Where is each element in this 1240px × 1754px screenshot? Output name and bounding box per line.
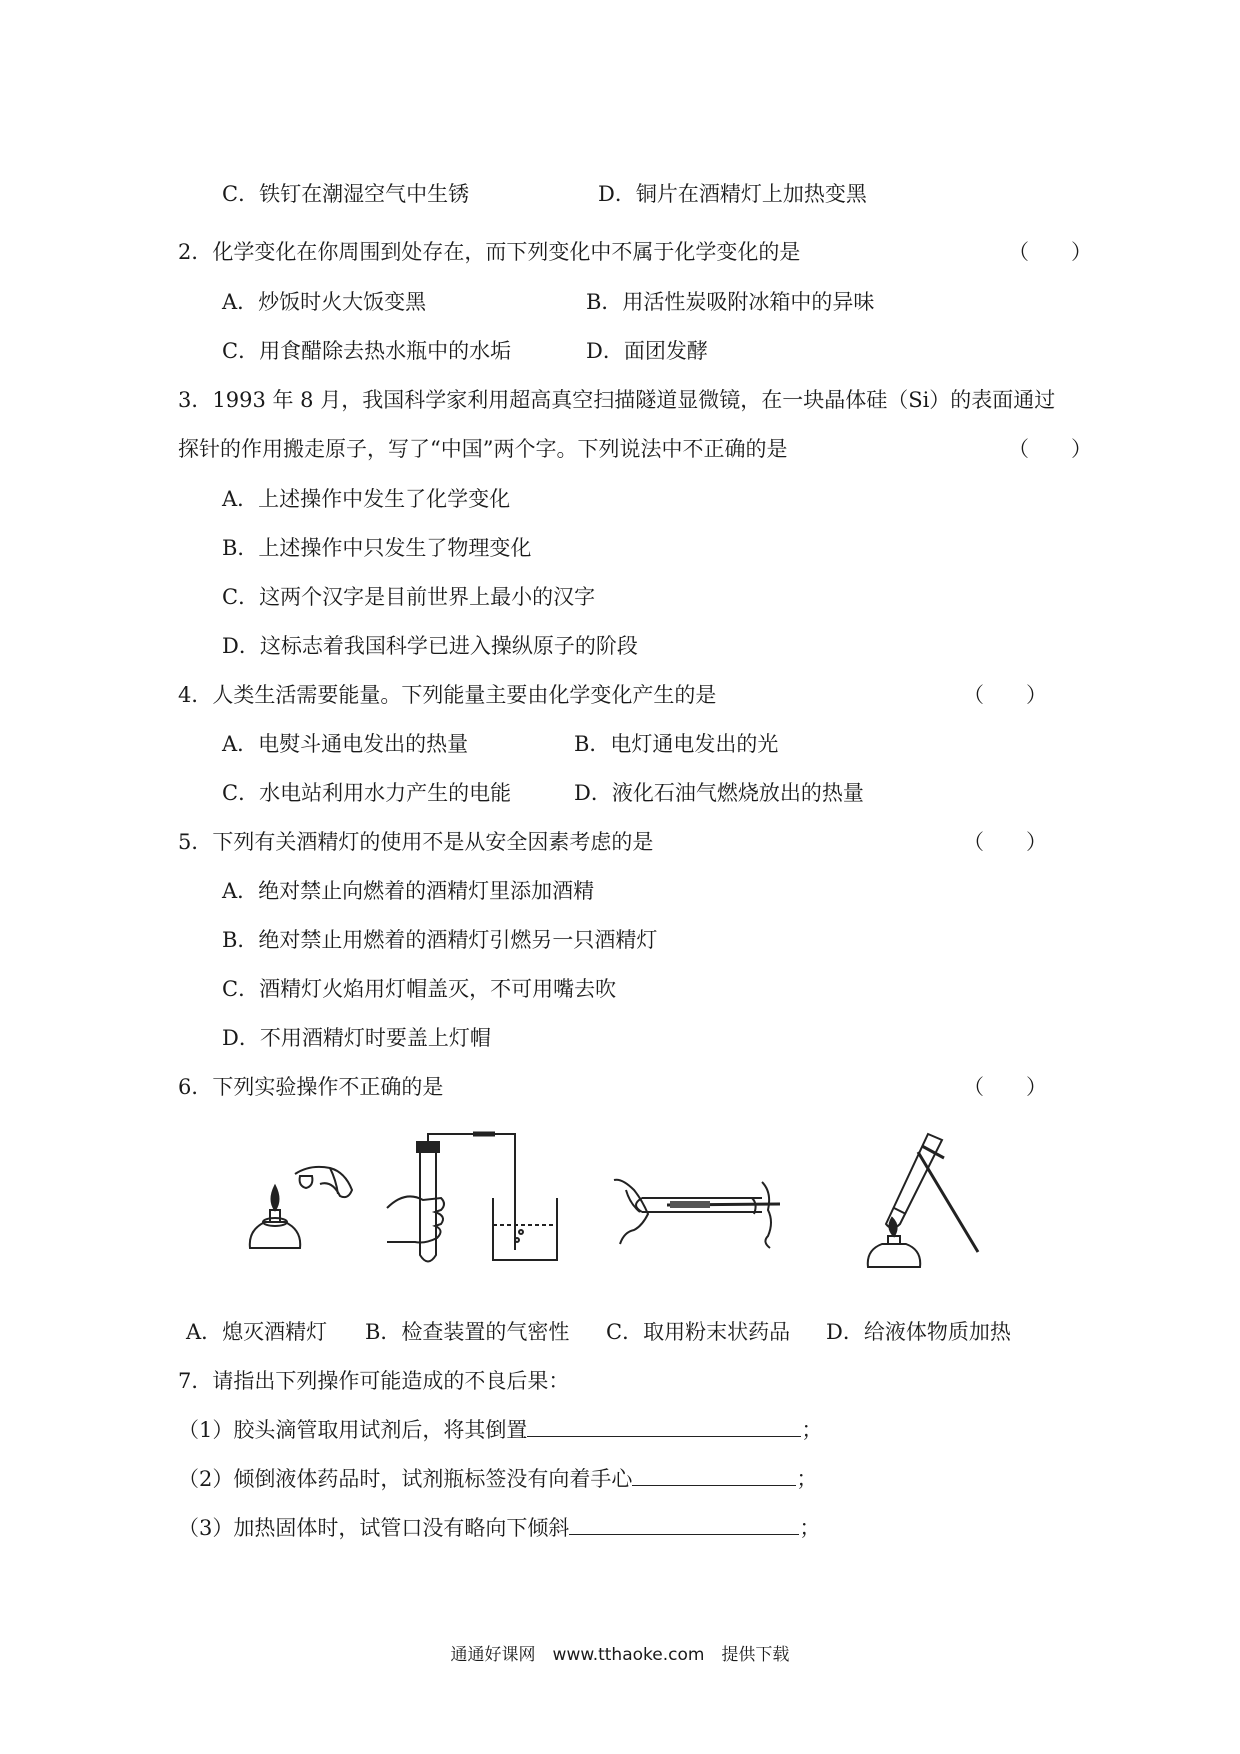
q6-answer-paren: （ ） [963, 1075, 1047, 1099]
q3-option-b: B．上述操作中只发生了物理变化 [222, 536, 532, 560]
q5-option-d: D．不用酒精灯时要盖上灯帽 [222, 1026, 491, 1050]
q5-option-c: C．酒精灯火焰用灯帽盖灭，不可用嘴去吹 [222, 977, 617, 1001]
q7-item-1 [178, 1416, 822, 1444]
q7-item-1-semicolon: ； [801, 1418, 823, 1442]
q7-item-2-semicolon: ； [796, 1467, 818, 1491]
q3-option-a: A．上述操作中发生了化学变化 [222, 487, 511, 511]
q5-option-b: B．绝对禁止用燃着的酒精灯引燃另一只酒精灯 [222, 928, 658, 952]
q4-option-c: C．水电站利用水力产生的电能 [222, 781, 512, 805]
q4-option-d: D．液化石油气燃烧放出的热量 [574, 781, 864, 805]
q6-option-b: B．检查装置的气密性 [365, 1320, 570, 1344]
q2-option-d: D．面团发酵 [586, 339, 708, 363]
q2-stem: 2．化学变化在你周围到处存在，而下列变化中不属于化学变化的是 [178, 240, 801, 264]
q7-item-3 [178, 1514, 820, 1542]
q2-answer-paren: （ ） [1008, 240, 1092, 264]
q4-option-a: A．电熨斗通电发出的热量 [222, 732, 469, 756]
q7-item-1-text: （1）胶头滴管取用试剂后，将其倒置 [178, 1418, 528, 1442]
q7-item-2 [178, 1465, 817, 1493]
q7-stem: 7．请指出下列操作可能造成的不良后果： [178, 1369, 570, 1393]
q4-option-b: B．电灯通电发出的光 [574, 732, 779, 756]
q4-stem: 4．人类生活需要能量。下列能量主要由化学变化产生的是 [178, 683, 717, 707]
q3-option-d: D．这标志着我国科学已进入操纵原子的阶段 [222, 634, 638, 658]
q5-answer-paren: （ ） [963, 830, 1047, 854]
q7-item-3-answer-blank[interactable] [569, 1514, 799, 1535]
q5-stem: 5．下列有关酒精灯的使用不是从安全因素考虑的是 [178, 830, 654, 854]
q6-option-a: A．熄灭酒精灯 [186, 1320, 328, 1344]
q6-stem: 6．下列实验操作不正确的是 [178, 1075, 444, 1099]
q6-option-d: D．给液体物质加热 [826, 1320, 1011, 1344]
q7-item-1-answer-blank[interactable] [527, 1416, 801, 1437]
q7-item-2-text: （2）倾倒液体药品时，试剂瓶标签没有向着手心 [178, 1467, 633, 1491]
q7-item-2-answer-blank[interactable] [632, 1465, 796, 1486]
q2-option-a: A．炒饭时火大饭变黑 [222, 290, 427, 314]
page-footer: 通通好课网 www.tthaoke.com 提供下载 [450, 1645, 790, 1665]
q1-option-c: C．铁钉在潮湿空气中生锈 [222, 182, 470, 206]
figure-a-extinguish-lamp [240, 1150, 360, 1260]
q3-stem-line2: 探针的作用搬走原子，写了“中国”两个字。下列说法中不正确的是 [178, 437, 788, 461]
q2-option-b: B．用活性炭吸附冰箱中的异味 [586, 290, 875, 314]
figure-b-airtightness-check [385, 1130, 575, 1275]
q2-option-c: C．用食醋除去热水瓶中的水垢 [222, 339, 512, 363]
q5-option-a: A．绝对禁止向燃着的酒精灯里添加酒精 [222, 879, 595, 903]
q1-option-d: D．铜片在酒精灯上加热变黑 [598, 182, 867, 206]
q3-option-c: C．这两个汉字是目前世界上最小的汉字 [222, 585, 596, 609]
figure-c-powder-reagent [612, 1160, 782, 1250]
q7-item-3-text: （3）加热固体时，试管口没有略向下倾斜 [178, 1516, 570, 1540]
q3-stem-line1: 3．1993 年 8 月，我国科学家利用超高真空扫描隧道显微镜，在一块晶体硅（Si）的表面通过 [178, 388, 1056, 412]
q7-item-3-semicolon: ； [799, 1516, 821, 1540]
q6-option-c: C．取用粉末状药品 [606, 1320, 791, 1344]
figure-d-heating-liquid [858, 1132, 988, 1272]
q4-answer-paren: （ ） [963, 683, 1047, 707]
q3-answer-paren: （ ） [1008, 437, 1092, 461]
